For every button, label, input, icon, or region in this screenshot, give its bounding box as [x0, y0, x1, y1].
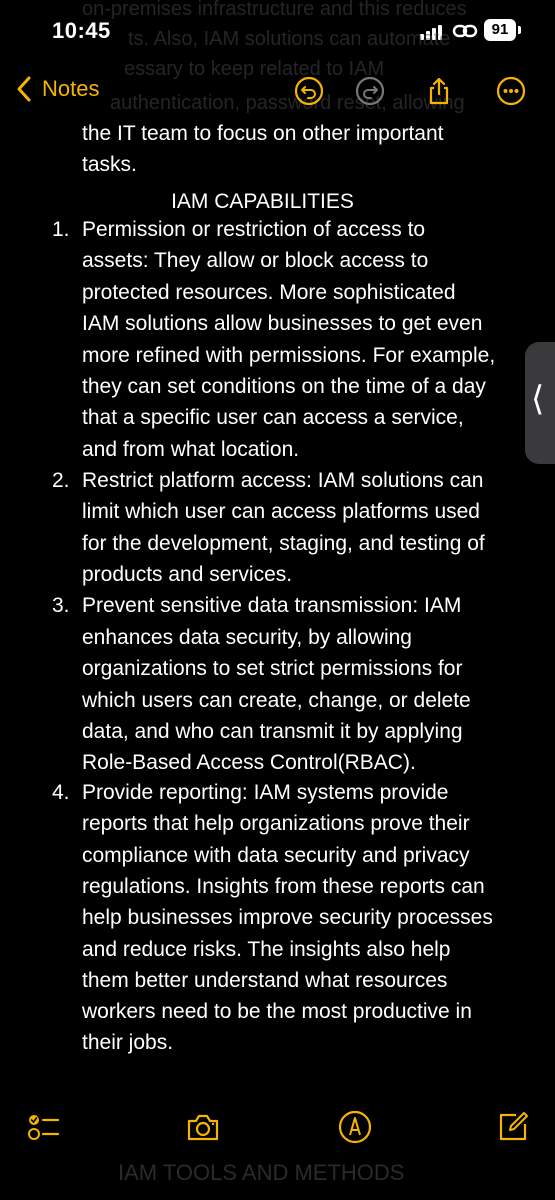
list-line: and from what location.: [82, 438, 300, 461]
status-time: 10:45: [52, 18, 111, 43]
list-line: enhances data security, by allowing: [82, 626, 412, 649]
list-line: more refined with permissions. For example,: [82, 344, 496, 367]
list-number: 1.: [52, 218, 70, 241]
list-line: data, and who can transmit it by applying: [82, 720, 463, 743]
list-line: Restrict platform access: IAM solutions can: [82, 469, 484, 492]
ghost-heading: IAM TOOLS AND METHODS: [118, 1160, 405, 1185]
list-line: for the development, staging, and testing of: [82, 532, 485, 555]
side-panel-handle[interactable]: [525, 342, 555, 464]
list-line: that a specific user can access a service,: [82, 406, 464, 429]
list-line: their jobs.: [82, 1031, 174, 1054]
list-number: 2.: [52, 469, 70, 492]
list-line: protected resources. More sophisticated: [82, 281, 456, 304]
intro-line: the IT team to focus on other important: [82, 122, 444, 145]
checklist-icon[interactable]: [26, 1110, 60, 1144]
list-line: limit which user can access platforms used: [82, 500, 480, 523]
list-line: compliance with data security and privacy: [82, 844, 470, 867]
intro-line: tasks.: [82, 153, 137, 176]
compose-icon[interactable]: [496, 1110, 530, 1144]
camera-icon[interactable]: [186, 1110, 220, 1144]
list-line: products and services.: [82, 563, 293, 586]
section-heading: IAM CAPABILITIES: [171, 190, 354, 213]
list-line: which users can create, change, or delete: [82, 689, 471, 712]
list-line: IAM solutions allow businesses to get even: [82, 312, 483, 335]
list-line: help businesses improve security processes: [82, 906, 493, 929]
list-line: and reduce risks. The insights also help: [82, 938, 451, 961]
list-line: reports that help organizations prove their: [82, 812, 470, 835]
battery-indicator: 91: [484, 19, 516, 41]
list-line: them better understand what resources: [82, 969, 448, 992]
list-line: assets: They allow or block access to: [82, 249, 429, 272]
list-line: Provide reporting: IAM systems provide: [82, 781, 449, 804]
list-line: regulations. Insights from these reports can: [82, 875, 485, 898]
list-number: 3.: [52, 594, 70, 617]
back-label: Notes: [42, 76, 100, 101]
ghost-line: essary to keep related to IAM: [124, 58, 385, 80]
ghost-line: ts. Also, IAM solutions can automate: [128, 28, 451, 50]
ghost-line: authentication, password reset, allowing: [110, 92, 465, 114]
list-line: Role-Based Access Control(RBAC).: [82, 751, 416, 774]
markup-pen-icon[interactable]: [338, 1110, 372, 1144]
chevron-left-icon: ⟨: [531, 380, 545, 418]
ghost-line: on-premises infrastructure and this reduces: [82, 0, 467, 20]
bottom-toolbar: [0, 1100, 555, 1160]
list-number: 4.: [52, 781, 70, 804]
list-line: organizations to set strict permissions for: [82, 657, 463, 680]
list-line: workers need to be the most productive in: [82, 1000, 472, 1023]
list-line: they can set conditions on the time of a day: [82, 375, 486, 398]
list-line: Prevent sensitive data transmission: IAM: [82, 594, 462, 617]
list-line: Permission or restriction of access to: [82, 218, 426, 241]
